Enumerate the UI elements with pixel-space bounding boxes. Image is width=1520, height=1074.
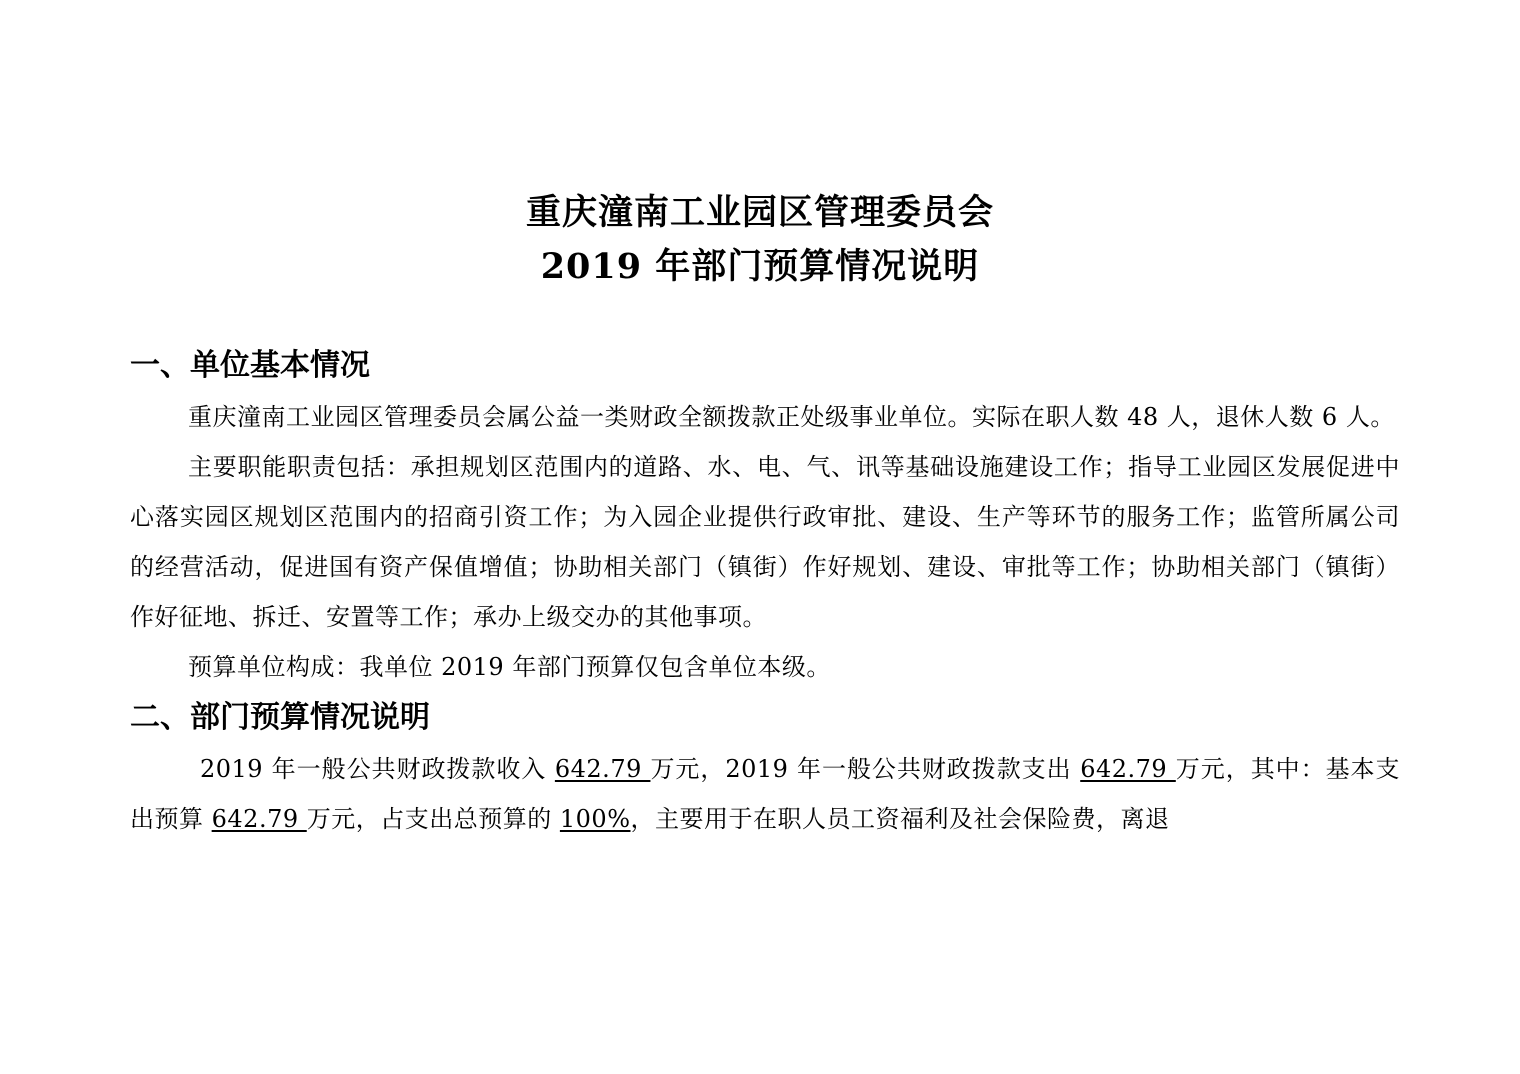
- budget-text-4: 万元，占支出总预算的: [306, 805, 560, 833]
- section-heading-1: 一、单位基本情况: [130, 348, 370, 383]
- budget-text-5: ，主要用于在职人员工资福利及社会保险费，离退: [630, 805, 1170, 833]
- budget-text-2: 万元，2019 年一般公共财政拨款支出: [650, 755, 1081, 783]
- expense-share-value: 100%: [559, 805, 631, 833]
- document-title: [0, 186, 1520, 294]
- budget-text-1: 2019 年一般公共财政拨款收入: [200, 755, 555, 783]
- basic-expense-value: 642.79: [211, 805, 307, 833]
- paragraph-basic-info: 重庆潼南工业园区管理委员会属公益一类财政全额拨款正处级事业单位。实际在职人数 48 人，退休人数 6 人。: [188, 403, 1395, 431]
- title-line-2: 2019 年部门预算情况说明: [540, 246, 980, 287]
- section-heading-2: 二、部门预算情况说明: [130, 700, 430, 735]
- paragraph-duties: 主要职能职责包括：承担规划区范围内的道路、水、电、气、讯等基础设施建设工作；指导工业园区发展促进中心落实园区规划区范围内的招商引资工作；为入园企业提供行政审批、建设、生产等环节的服务工作；监管所属公司的经营活动，促进国有资产保值增值；协助相关部门（镇街）作好规划、建设、审批等工作；协助相关部门（镇街）作好征地、拆迁、安置等工作；承办上级交办的其他事项。: [130, 453, 1400, 631]
- budget-text-3: 万元，其中：基本支出预算: [130, 755, 1401, 833]
- title-line-1: 重庆潼南工业园区管理委员会: [525, 192, 994, 233]
- budget-income-value: 642.79: [554, 755, 651, 783]
- paragraph-budget-summary: [130, 744, 1400, 844]
- budget-expense-value: 642.79: [1080, 755, 1176, 783]
- paragraph-budget-units: 预算单位构成：我单位 2019 年部门预算仅包含单位本级。: [188, 653, 831, 681]
- document-body: [130, 340, 1400, 844]
